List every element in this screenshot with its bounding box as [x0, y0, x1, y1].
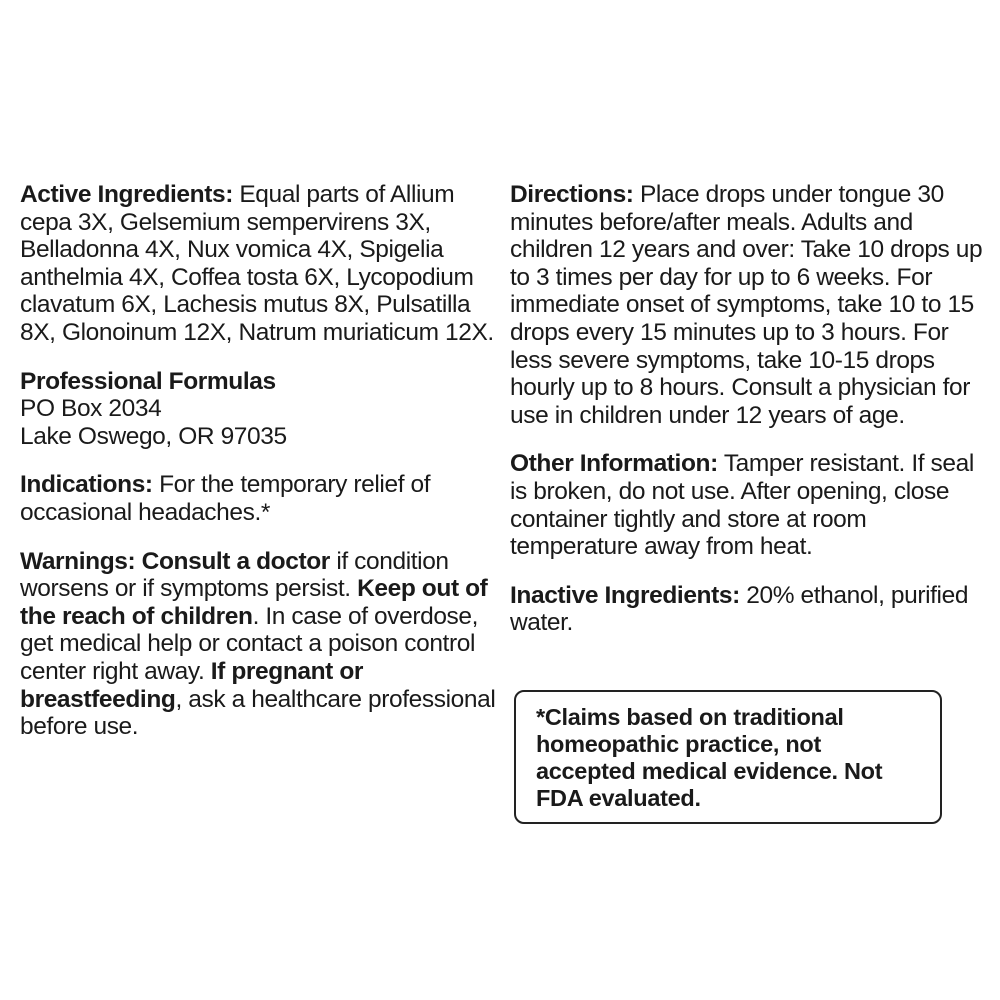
company-name: Professional Formulas: [20, 367, 276, 395]
indications-section: [20, 471, 502, 526]
active-ingredients-text: Equal parts of Allium cepa 3X, Gelsemium sempervirens 3X, Belladonna 4X, Nux vomica 4X, Spigelia anthelmia 4X, Coffea tosta 6X, Lycopodium clavatum 6X, Lachesis mutus 8X, Pulsatilla 8X, Glonoinum 12X, Natrum muriaticum 12X.: [20, 181, 494, 346]
directions-label: Directions:: [510, 181, 634, 208]
indications-label: Indications:: [20, 471, 153, 499]
warnings-text-2: . In case of overdose, get medical help or contact a poison control center right away.: [20, 602, 479, 685]
address-line-2: Lake Oswego, OR 97035: [20, 422, 287, 450]
right-column: [510, 181, 985, 658]
company-section: [20, 368, 502, 451]
warnings-paragraph: [20, 548, 502, 741]
warnings-label: Warnings:: [20, 547, 142, 575]
address-line-1: PO Box 2034: [20, 395, 162, 423]
left-column: [20, 181, 502, 762]
directions-section: [510, 181, 985, 429]
warnings-pregnant: If pregnant or breastfeeding: [20, 657, 364, 713]
other-information-text: Tamper resistant. If seal is broken, do not use. After opening, close container tightly and store at room temperature away from heat.: [510, 450, 974, 561]
warnings-text-1: if condition worsens or if symptoms persist.: [20, 547, 449, 603]
company-paragraph: [20, 368, 502, 451]
active-ingredients-paragraph: [20, 181, 502, 347]
indications-paragraph: [20, 471, 502, 526]
claims-disclaimer-text: *Claims based on traditional homeopathic practice, not accepted medical evidence. Not FDA evaluated.: [536, 704, 883, 811]
active-ingredients-section: [20, 181, 502, 347]
other-information-label: Other Information:: [510, 450, 718, 478]
indications-text: For the temporary relief of occasional headaches.*: [20, 471, 431, 526]
inactive-ingredients-text: 20% ethanol, purified water.: [510, 581, 969, 637]
directions-paragraph: [510, 181, 985, 429]
active-ingredients-label: Active Ingredients:: [20, 181, 233, 208]
warnings-text-3: , ask a healthcare professional before use.: [20, 685, 496, 741]
warnings-keep-out-of-reach: Keep out of the reach of children: [20, 575, 488, 630]
warnings-section: [20, 548, 502, 741]
directions-text: Place drops under tongue 30 minutes before/after meals. Adults and children 12 years and over: Take 10 drops up to 3 times per day for up to 6 weeks. For immediate onset of symptoms, take 10 to 15 drops every 15 minutes up to 3 hours. For less severe symptoms, take 10-15 drops hourly up to 8 hours. Consult a physician for use in children under 12 years of age.: [510, 181, 983, 429]
other-information-paragraph: [510, 450, 985, 560]
inactive-ingredients-section: [510, 582, 985, 637]
inactive-ingredients-paragraph: [510, 582, 985, 637]
inactive-ingredients-label: Inactive Ingredients:: [510, 581, 740, 609]
warnings-consult-doctor: Consult a doctor: [141, 547, 330, 575]
claims-disclaimer-box: [514, 690, 942, 824]
other-information-section: [510, 450, 985, 560]
